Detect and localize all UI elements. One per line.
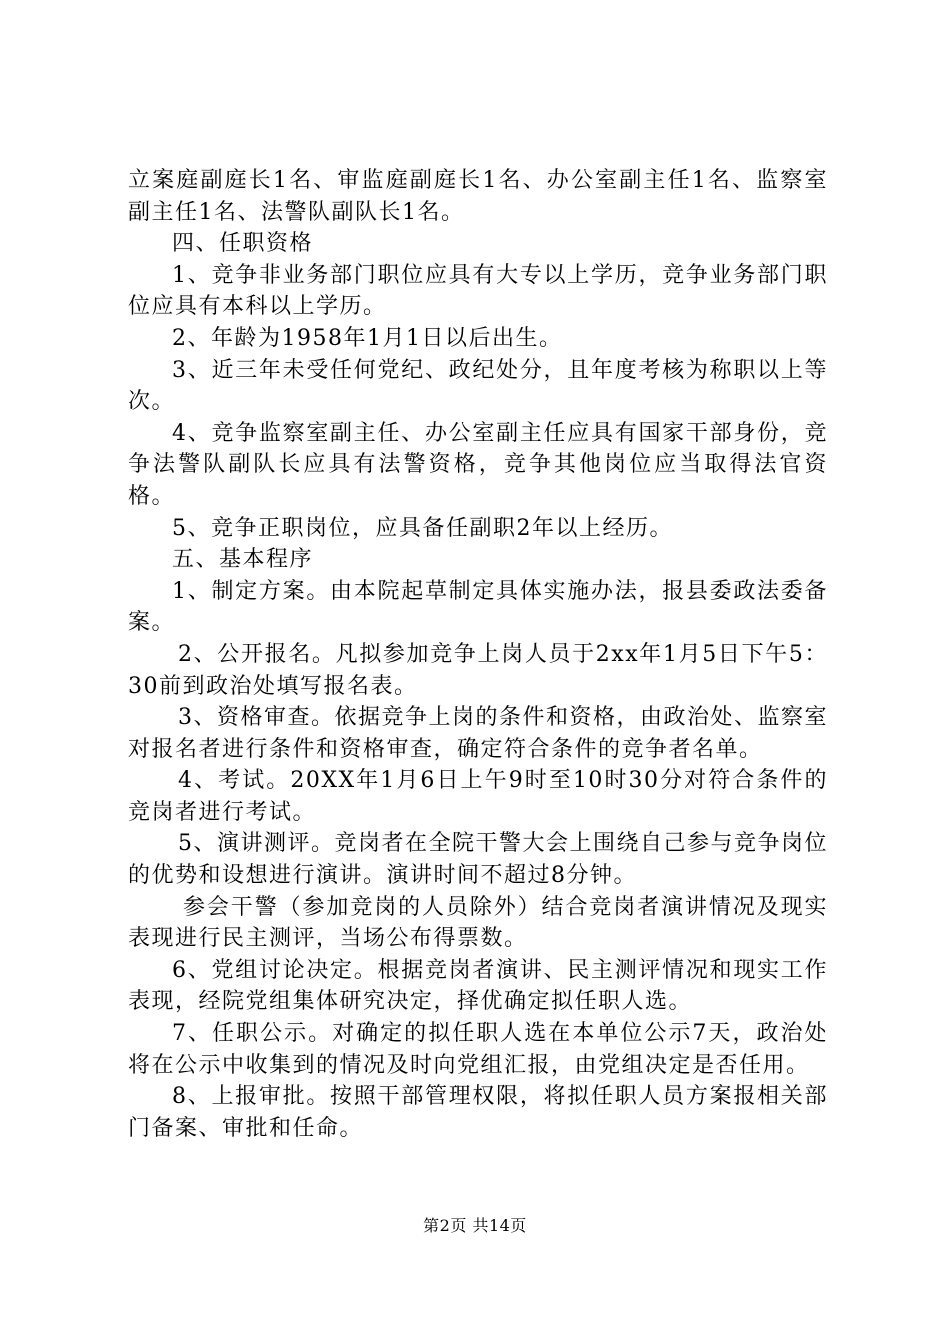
paragraph-procedure-1: 1、制定方案。由本院起草制定具体实施办法，报县委政法委备案。	[128, 578, 828, 636]
paragraph-procedure-7: 7、任职公示。对确定的拟任职人选在本单位公示7天，政治处将在公示中收集到的情况及时向党组汇报，由党组决定是否任用。	[128, 1021, 828, 1078]
paragraph-positions-continued: 立案庭副庭长1名、审监庭副庭长1名、办公室副主任1名、监察室副主任1名、法警队副队长1名。	[128, 168, 828, 225]
paragraph-qualification-1: 1、竞争非业务部门职位应具有大专以上学历，竞争业务部门职位应具有本科以上学历。	[128, 262, 828, 320]
paragraph-procedure-3: 3、资格审查。依据竞争上岗的条件和资格，由政治处、监察室对报名者进行条件和资格审查，确定符合条件的竞争者名单。	[128, 705, 828, 762]
paragraph-qualification-3: 3、近三年未受任何党纪、政纪处分，且年度考核为称职以上等次。	[128, 357, 828, 415]
page-number-footer: 第2页 共14页	[423, 1216, 527, 1235]
paragraph-procedure-5-evaluation: 参会干警（参加竞岗的人员除外）结合竞岗者演讲情况及现实表现进行民主测评，当场公布得票数。	[128, 894, 828, 952]
document-body	[128, 165, 828, 1144]
paragraph-procedure-6: 6、党组讨论决定。根据竞岗者演讲、民主测评情况和现实工作表现，经院党组集体研究决定，择优确定拟任职人选。	[128, 957, 828, 1015]
paragraph-qualification-2: 2、年龄为1958年1月1日以后出生。	[172, 325, 563, 351]
paragraph-procedure-2: 2、公开报名。凡拟参加竞争上岗人员于2xx年1月5日下午5：30前到政治处填写报名表。	[128, 641, 828, 699]
paragraph-procedure-4: 4、考试。20XX年1月6日上午9时至10时30分对符合条件的竞岗者进行考试。	[128, 768, 828, 825]
paragraph-procedure-5: 5、演讲测评。竞岗者在全院干警大会上围绕自己参与竞争岗位的优势和设想进行演讲。演讲时间不超过8分钟。	[128, 831, 828, 889]
paragraph-procedure-8: 8、上报审批。按照干部管理权限，将拟任职人员方案报相关部门备案、审批和任命。	[128, 1084, 828, 1141]
paragraph-qualification-5: 5、竞争正职岗位，应具备任副职2年以上经历。	[172, 515, 673, 541]
section-heading-qualifications: 四、任职资格	[172, 231, 314, 257]
paragraph-qualification-4: 4、竞争监察室副主任、办公室副主任应具有国家干部身份，竞争法警队副队长应具有法警资格，竞争其他岗位应当取得法官资格。	[128, 420, 828, 509]
section-heading-procedure: 五、基本程序	[172, 547, 314, 573]
